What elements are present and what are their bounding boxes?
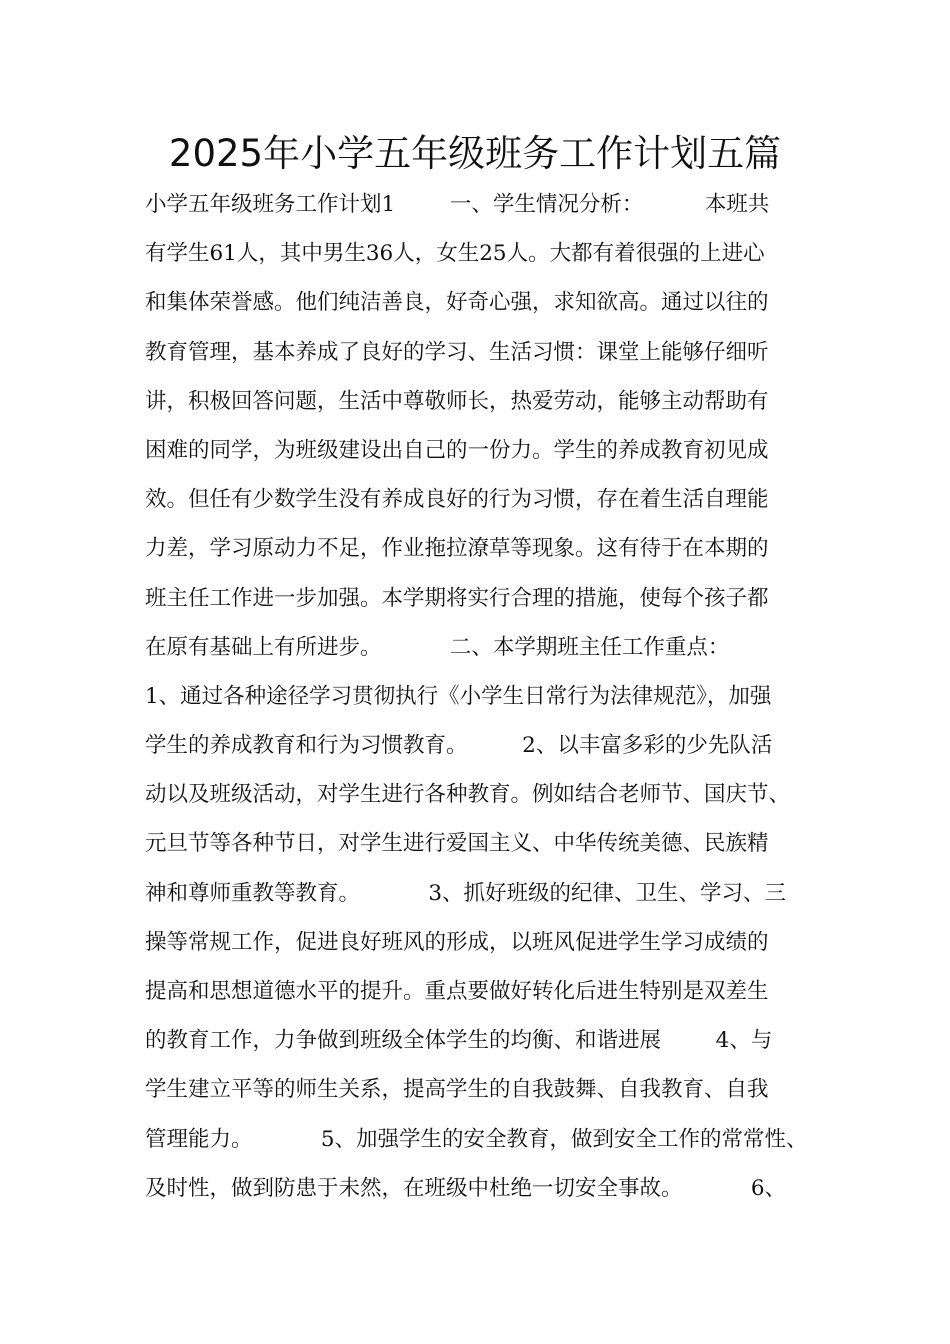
- body-text-line: 神和尊师重教等教育。 3、抓好班级的纪律、卫生、学习、三: [145, 880, 787, 906]
- body-text-line: 的教育工作，力争做到班级全体学生的均衡、和谐进展 4、与: [145, 1028, 773, 1054]
- body-text-line: 提高和思想道德水平的提升。重点要做好转化后进生特别是双差生: [145, 979, 769, 1004]
- body-text-line: 困难的同学，为班级建设出自己的一份力。学生的养成教育初见成: [145, 437, 769, 463]
- body-text-line: 班主任工作进一步加强。本学期将实行合理的措施，使每个孩子都: [145, 585, 769, 611]
- body-text-line: 操等常规工作，促进良好班风的形成，以班风促进学生学习成绩的: [145, 929, 769, 955]
- body-text-line: 动以及班级活动，对学生进行各种教育。例如结合老师节、国庆节、: [145, 782, 791, 808]
- body-text-line: 1、通过各种途径学习贯彻执行《小学生日常行为法律规范》，加强: [145, 683, 772, 709]
- body-text-line: 小学五年级班务工作计划1 一、学生情况分析： 本班共: [145, 192, 770, 217]
- document-body: [145, 180, 835, 1213]
- body-text-line: 及时性，做到防患于未然，在班级中杜绝一切安全事故。 6、: [145, 1175, 787, 1201]
- body-text-line: 有学生61人，其中男生36人，女生25人。大都有着很强的上进心: [145, 241, 765, 267]
- body-text-line: 元旦节等各种节日，对学生进行爱国主义、中华传统美德、民族精: [145, 831, 769, 857]
- body-text-line: 讲，积极回答问题，生活中尊敬师长，热爱劳动，能够主动帮助有: [145, 388, 769, 414]
- body-text-line: 力差，学习原动力不足，作业拖拉潦草等现象。这有待于在本期的: [145, 536, 769, 562]
- body-text-line: 在原有基础上有所进步。 二、本学期班主任工作重点：: [145, 634, 730, 660]
- body-text-line: 学生的养成教育和行为习惯教育。 2、以丰富多彩的少先队活: [145, 733, 773, 759]
- body-text-line: 教育管理，基本养成了良好的学习、生活习惯：课堂上能够仔细听: [145, 339, 769, 365]
- body-text-line: 和集体荣誉感。他们纯洁善良，好奇心强，求知欲高。通过以往的: [145, 290, 769, 316]
- body-text-line: 效。但任有少数学生没有养成良好的行为习惯，存在着生活自理能: [145, 487, 769, 513]
- document-title: 2025年小学五年级班务工作计划五篇: [168, 132, 782, 175]
- body-text-line: 管理能力。 5、加强学生的安全教育，做到安全工作的常常性、: [145, 1126, 808, 1152]
- body-text-line: 学生建立平等的师生关系，提高学生的自我鼓舞、自我教育、自我: [145, 1077, 769, 1103]
